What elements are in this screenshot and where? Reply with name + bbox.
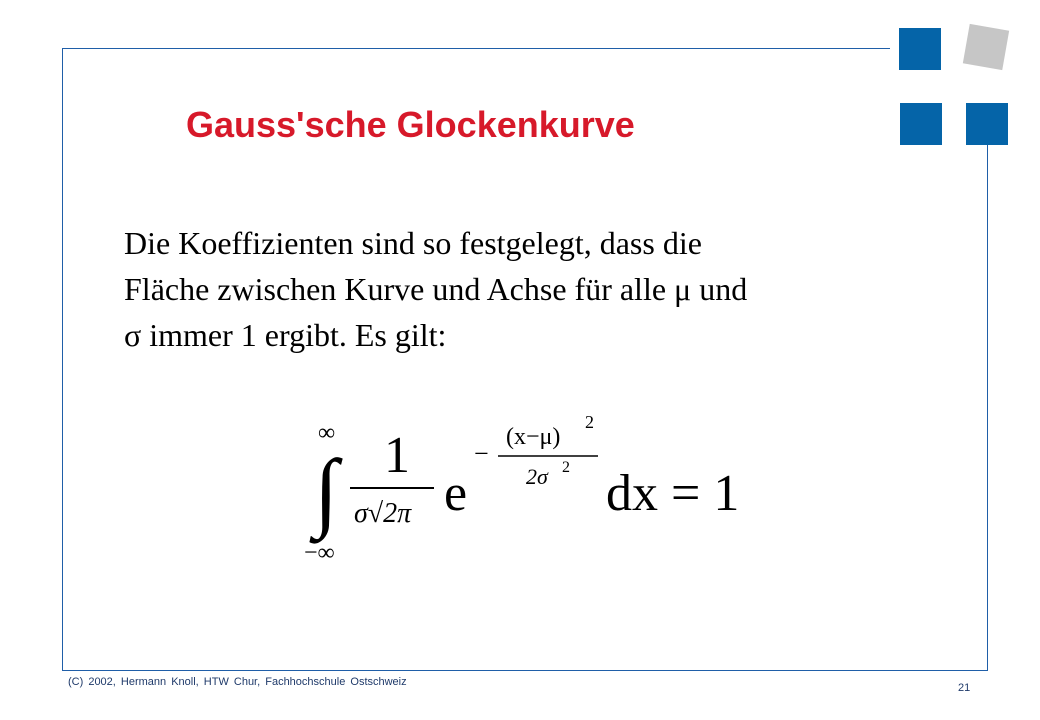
exponent-numerator: (x−μ) <box>506 424 561 450</box>
exponent-numerator-power: 2 <box>585 412 594 432</box>
logo-square-top-left <box>899 28 941 70</box>
slide-frame-bottom <box>62 670 988 671</box>
gauss-integral-formula <box>300 410 760 570</box>
slide-frame-top <box>62 48 890 49</box>
formula-rhs: dx = 1 <box>606 465 740 522</box>
body-line-1: Die Koeffizienten sind so festgelegt, dass die <box>124 225 702 261</box>
lower-limit: −∞ <box>304 540 335 566</box>
page-number: 21 <box>958 682 971 694</box>
logo-square-top-right <box>963 24 1009 70</box>
upper-limit: ∞ <box>318 420 336 446</box>
exponent-denominator-power: 2 <box>562 459 570 476</box>
integral-sign: ∫ <box>314 443 339 540</box>
logo-square-bottom-right <box>966 103 1008 145</box>
slide-frame-left <box>62 48 63 671</box>
body-line-3: immer 1 ergibt. Es gilt: <box>141 317 447 353</box>
body-text <box>124 220 924 358</box>
body-line-2-end: und <box>691 271 748 307</box>
fraction-numerator: 1 <box>384 427 410 484</box>
slide-title: Gauss'sche Glockenkurve <box>186 104 635 145</box>
exponent-minus: − <box>474 439 489 468</box>
body-line-2: Fläche zwischen Kurve und Achse für alle <box>124 271 675 307</box>
exponent-denominator: 2σ <box>526 464 548 489</box>
sigma-symbol: σ <box>124 317 142 353</box>
logo-square-bottom-left <box>900 103 942 145</box>
slide-frame-right <box>987 144 988 671</box>
footer-copyright: (C) 2002, Hermann Knoll, HTW Chur, Fachhochschule Ostschweiz <box>68 676 407 688</box>
exponential-base: e <box>444 465 468 522</box>
mu-symbol: μ <box>674 271 692 307</box>
fraction-denominator: σ√2π <box>354 498 412 529</box>
